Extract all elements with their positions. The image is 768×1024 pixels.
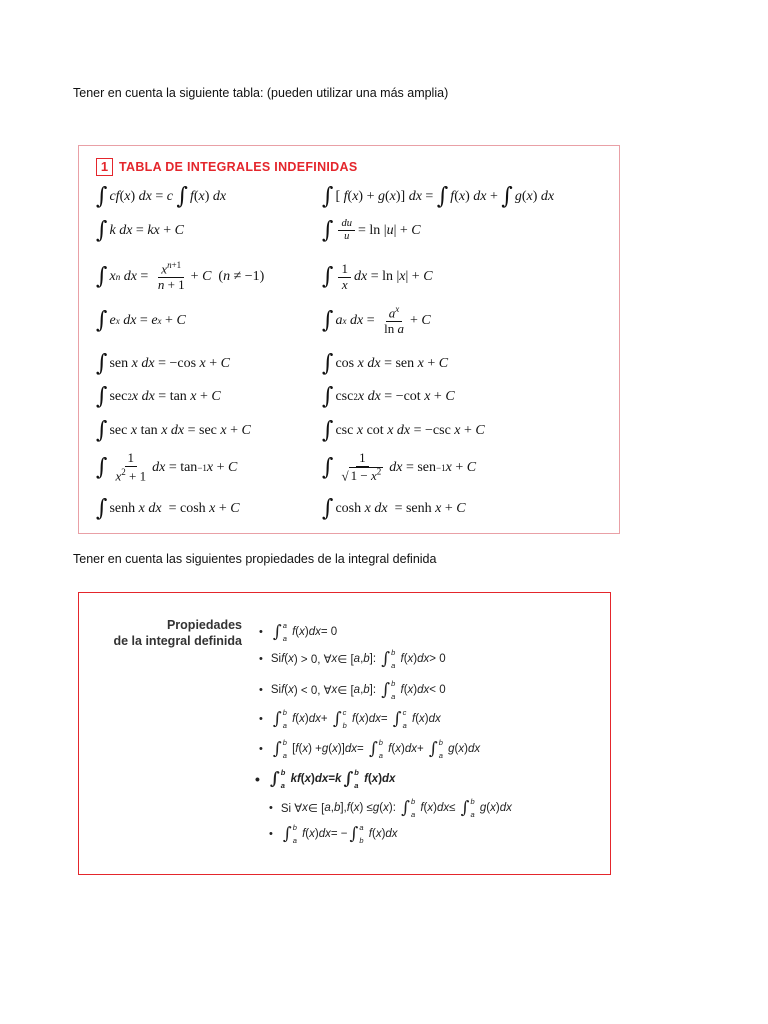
property-item: • Si f ( x ) < 0, ∀ x ∈ [ a , b ]: ∫ b a f ( x ) dx < 0 <box>259 679 446 701</box>
integral-formula: ∫ $\frac{du}{u}$ = ln | u | + C <box>322 216 421 244</box>
integral-formula: ∫ cos x dx = sen x + C <box>322 350 449 377</box>
properties-title-line1: Propiedades <box>166 618 242 632</box>
property-item: • ∫ b a f ( x ) dx + ∫ c b f ( x ) dx = ∫ c a f ( x ) dx <box>259 708 441 730</box>
table-title: TABLA DE INTEGRALES INDEFINIDAS <box>119 160 358 174</box>
integral-formula: ∫ cosh x dx = senh x + C <box>322 495 466 522</box>
integrals-table <box>78 145 620 534</box>
integral-formula: ∫ [ f ( x ) + g ( x )] dx = ∫ f ( x ) dx + ∫ g ( x ) dx <box>322 183 555 210</box>
integral-formula: ∫ csc x cot x dx = −csc x + C <box>322 417 485 444</box>
table-number-badge: 1 <box>96 158 113 176</box>
property-item: • ∫ b a [ f ( x ) + g ( x )] dx = ∫ b a f ( x ) dx + ∫ b a g ( x ) dx <box>259 738 481 760</box>
integral-formula: ∫ e x dx = e x + C <box>96 307 186 334</box>
table-header <box>96 158 357 176</box>
integral-formula: ∫ $\frac{1}{x}$ dx = ln | x | + C <box>322 261 433 292</box>
property-item: • Si ∀ x ∈ [ a , b ], f ( x ) ≤ g ( x ): ∫ b a f ( x ) dx ≤ ∫ b a g ( x ) dx <box>269 797 512 819</box>
integral-formula: ∫ csc 2 x dx = −cot x + C <box>322 383 455 410</box>
integral-formula: ∫ sen x dx = −cos x + C <box>96 350 230 377</box>
property-item: • ∫ b a f ( x ) dx = − ∫ a b f ( x ) dx <box>269 823 398 845</box>
intro-text-table: Tener en cuenta la siguiente tabla: (pueden utilizar una más amplia) <box>73 86 449 100</box>
property-item: • Si f ( x ) > 0, ∀ x ∈ [ a , b ]: ∫ b a f ( x ) dx > 0 <box>259 648 446 670</box>
integral-formula: ∫ a x dx = $\frac{a^x}{\text{ln a}}$ + C <box>322 304 431 337</box>
integral-formula: ∫ sec 2 x dx = tan x + C <box>96 383 221 410</box>
integral-formula: ∫ $\frac{1}{√ 1 - x^2}$ dx = sen −1 x + C <box>322 450 477 484</box>
integral-formula: ∫ k dx = kx + C <box>96 217 184 244</box>
integral-formula: ∫ senh x dx = cosh x + C <box>96 495 240 522</box>
integral-formula: ∫ $\frac{1}{x^2 + 1}$ dx = tan −1 x + C <box>96 450 238 484</box>
properties-title <box>87 617 242 649</box>
intro-text-properties: Tener en cuenta las siguientes propiedades de la integral definida <box>73 552 437 566</box>
integral-formula: ∫ cf ( x ) dx = c ∫ f ( x ) dx <box>96 183 227 210</box>
property-item: • ∫ b a kf ( x ) dx = k ∫ b a f ( x ) dx <box>255 768 396 790</box>
integral-formula: ∫ x n dx = $\frac{x^{n+1}}{n + 1}$ + C ( n ≠ −1) <box>96 260 265 293</box>
properties-title-line2: de la integral definida <box>113 634 242 648</box>
properties-box <box>78 592 611 875</box>
integral-formula: ∫ sec x tan x dx = sec x + C <box>96 417 251 444</box>
property-item: • ∫ a a f ( x ) dx = 0 <box>259 621 338 643</box>
